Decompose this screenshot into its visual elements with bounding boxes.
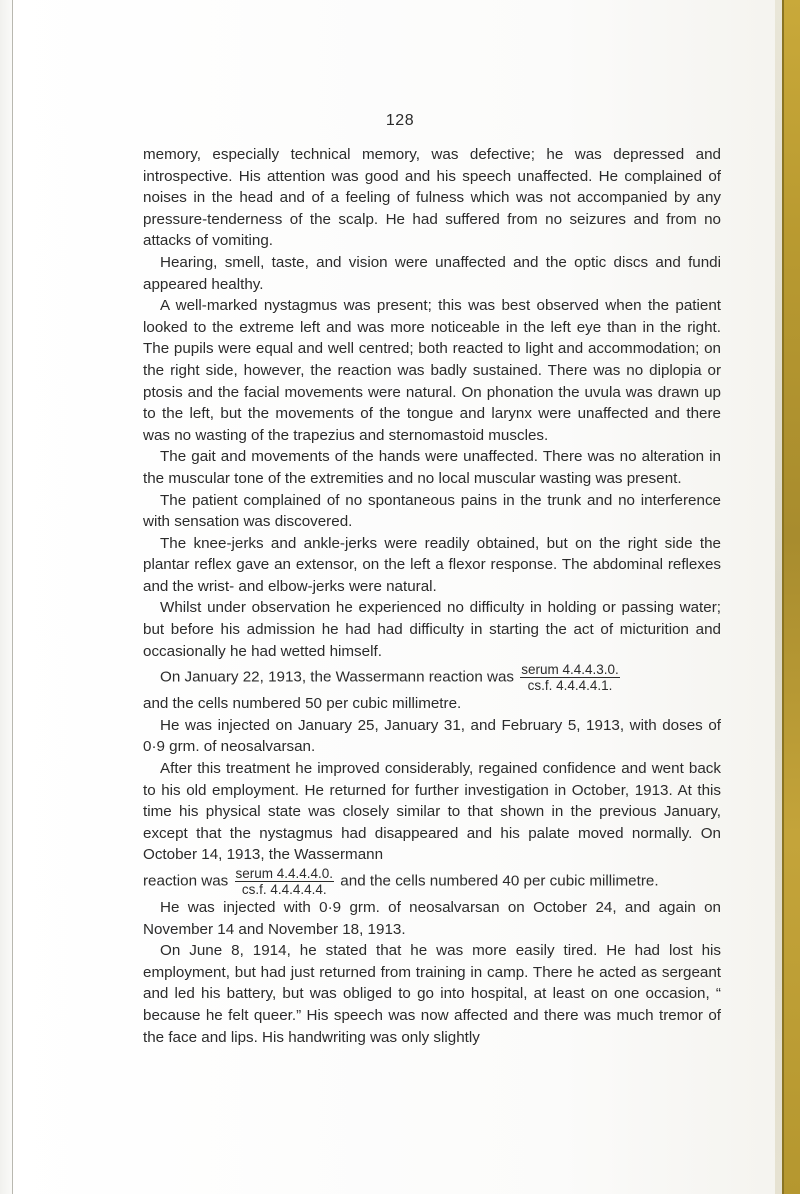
- wassermann-1-csf: cs.f. 4.4.4.4.1.: [527, 678, 613, 694]
- paragraph: Hearing, smell, taste, and vision were unaffected and the optic discs and fundi appeared healthy.: [143, 253, 721, 293]
- wassermann-reaction-paragraph-1: [143, 662, 721, 693]
- wassermann-2-after: and the cells numbered 40 per cubic millimetre.: [340, 872, 659, 890]
- wassermann-2-fraction: [235, 866, 335, 897]
- paragraph: On June 8, 1914, he stated that he was more easily tired. He had lost his employment, but had just returned from training in camp. There he acted as sergeant and led his battery, but was obliged to go into hospital, at least on one occasion, “ because he felt queer.” His speech was now affected and there was much tremor of the face and lips. His handwriting was only slightly: [143, 942, 721, 1046]
- paragraph: Whilst under observation he experienced no difficulty in holding or passing water; but before his admission he had had difficulty in starting the act of micturition and occasionally he had wetted himself.: [143, 599, 721, 660]
- paragraph: memory, especially technical memory, was defective; he was depressed and introspective. His attention was good and his speech unaffected. He complained of noises in the head and of a feeling of fulness which was not accompanied by any pressure-tenderness of the scalp. He had suffered from no seizures and from no attacks of vomiting.: [143, 146, 721, 250]
- paragraph: A well-marked nystagmus was present; this was best observed when the patient looked to the extreme left and was more noticeable in the left eye than in the right. The pupils were equal and well centred; both reacted to light and accommodation; on the right side, however, the reaction was badly sustained. There was no diplopia or ptosis and the facial movements were natural. On phonation the uvula was drawn up to the left, but the movements of the tongue and larynx were unaffected and there was no wasting of the trapezius and sternomastoid muscles.: [143, 297, 721, 444]
- paragraph: He was injected with 0·9 grm. of neosalvarsan on October 24, and again on November 14 and November 18, 1913.: [143, 899, 721, 938]
- body-text: [143, 144, 721, 1048]
- page-left-edge: [0, 0, 13, 1194]
- wassermann-1-after: and the cells numbered 50 per cubic millimetre.: [143, 695, 462, 713]
- paragraph: The patient complained of no spontaneous pains in the trunk and no interference with sensation was discovered.: [143, 491, 721, 531]
- wassermann-2-before: reaction was: [143, 872, 229, 890]
- wassermann-reaction-paragraph-2: [143, 866, 721, 897]
- paragraph: He was injected on January 25, January 31, and February 5, 1913, with doses of 0·9 grm. of neosalvarsan.: [143, 716, 721, 756]
- wassermann-2-serum: serum 4.4.4.4.0.: [235, 866, 334, 881]
- paragraph: After this treatment he improved considerably, regained confidence and went back to his old employment. He returned for further investigation in October, 1913. At this time his physical state was closely similar to that shown in the previous January, except that the nystagmus had disappeared and his palate moved normally. On October 14, 1913, the Wassermann: [143, 760, 721, 864]
- wassermann-1-fraction: [520, 662, 620, 693]
- page-right-edge: [782, 0, 800, 1194]
- wassermann-2-csf: cs.f. 4.4.4.4.4.: [241, 882, 327, 897]
- paragraph: The knee-jerks and ankle-jerks were readily obtained, but on the right side the plantar reflex gave an extensor, on the left a flexor response. The abdominal reflexes and the wrist- and elbow-jerks were natural.: [143, 534, 721, 595]
- wassermann-1-serum: serum 4.4.4.3.0.: [521, 662, 619, 678]
- wassermann-1-before: On January 22, 1913, the Wassermann reaction was: [160, 668, 514, 686]
- page-number: 128: [385, 112, 415, 129]
- paragraph: The gait and movements of the hands were unaffected. There was no alteration in the muscular tone of the extremities and no local muscular wasting was present.: [143, 448, 721, 487]
